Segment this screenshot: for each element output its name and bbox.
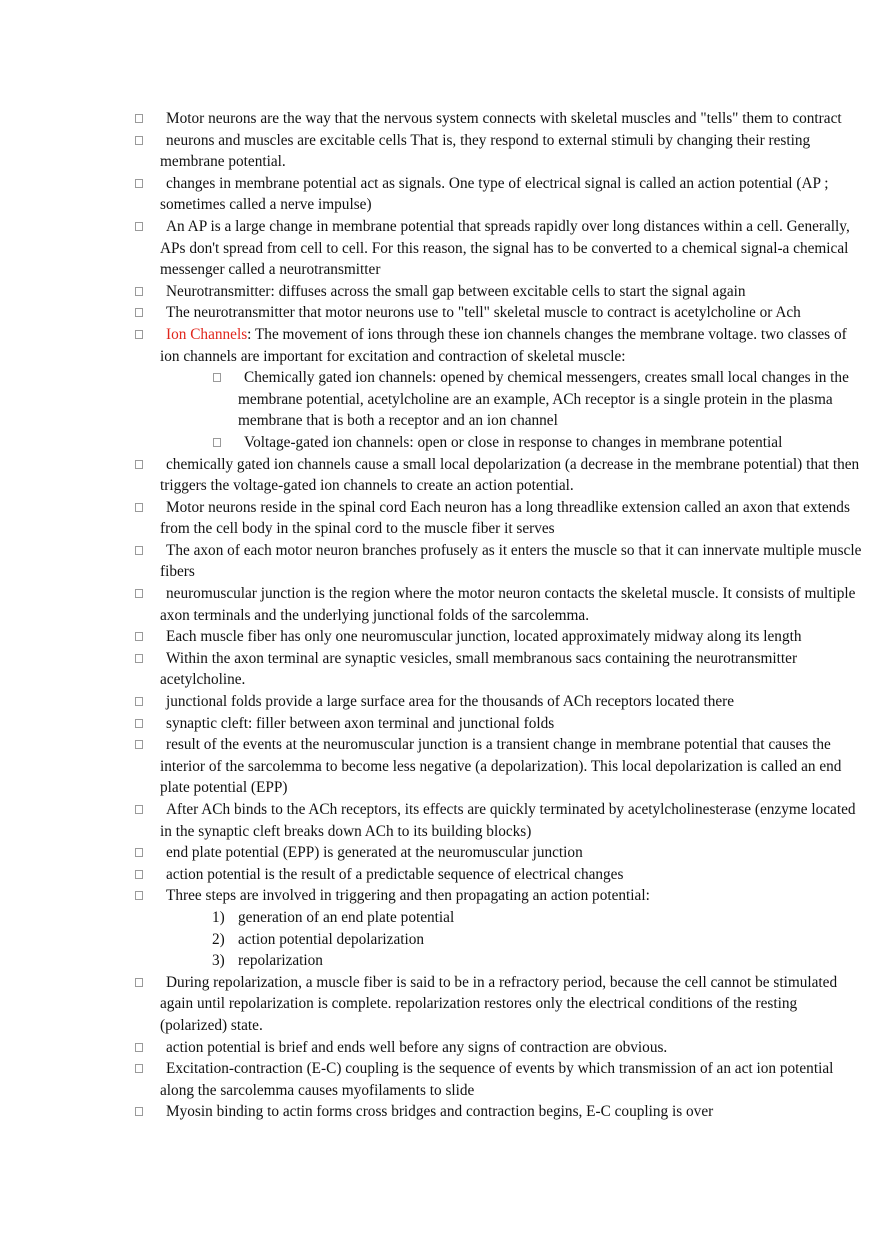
list-item: An AP is a large change in membrane potential that spreads rapidly over long distances within a cell. Generally, APs don't spread from cell to cell. For this reason, the signal has to be converted to a chemical signal-a chemical messenger called a neurotransmitter [135, 216, 865, 281]
sub-list-item: Chemically gated ion channels: opened by chemical messengers, creates small local changes in the membrane potential, acetylcholine are an example, ACh receptor is a single protein in the plasma membrane that is both a receptor and an ion channel [213, 367, 865, 432]
list-item: result of the events at the neuromuscular junction is a transient change in membrane potential that causes the interior of the sarcolemma to become less negative (a depolarization). This local depolarization is called an end plate potential (EPP) [135, 734, 865, 799]
numbered-item: 1) generation of an end plate potential [212, 908, 455, 926]
bullet-icon [135, 1107, 143, 1116]
list-item: Excitation-contraction (E-C) coupling is the sequence of events by which transmission of an act ion potential along the sarcolemma causes myofilaments to slide [135, 1058, 865, 1101]
list-item: Motor neurons reside in the spinal cord Each neuron has a long threadlike extension called an axon that extends from the cell body in the spinal cord to the muscle fiber it serves [135, 497, 865, 540]
list-item: neurons and muscles are excitable cells That is, they respond to external stimuli by changing their resting membrane potential. [135, 130, 865, 173]
bullet-icon [135, 848, 143, 857]
ion-channel-sublist [160, 367, 865, 453]
notes-list [135, 108, 865, 1123]
bullet-icon [135, 589, 143, 598]
list-item: junctional folds provide a large surface area for the thousands of ACh receptors located there [135, 691, 865, 713]
bullet-icon [135, 1043, 143, 1052]
list-item: action potential is brief and ends well before any signs of contraction are obvious. [135, 1037, 865, 1059]
bullet-icon [135, 330, 143, 339]
list-item: action potential is the result of a predictable sequence of electrical changes [135, 864, 865, 886]
list-item: changes in membrane potential act as signals. One type of electrical signal is called an action potential (AP ; sometimes called a nerve impulse) [135, 173, 865, 216]
numbered-item: 3) repolarization [212, 952, 323, 970]
list-item: Within the axon terminal are synaptic vesicles, small membranous sacs containing the neurotransmitter acetylcholine. [135, 648, 865, 691]
list-item: The axon of each motor neuron branches profusely as it enters the muscle so that it can innervate multiple muscle fibers [135, 540, 865, 583]
bullet-icon [135, 978, 143, 987]
list-item: synaptic cleft: filler between axon terminal and junctional folds [135, 713, 865, 735]
bullet-icon [135, 697, 143, 706]
bullet-icon [135, 136, 143, 145]
sub-list-item: Voltage-gated ion channels: open or close in response to changes in membrane potential [213, 432, 865, 454]
list-item-three-steps: Three steps are involved in triggering and then propagating an action potential: 1) generation of an end plate potential 2) action potential depolarization 3) repolarization [135, 885, 865, 971]
list-item: Each muscle fiber has only one neuromuscular junction, located approximately midway along its length [135, 626, 865, 648]
bullet-icon [135, 654, 143, 663]
ion-channels-heading: Ion Channels [166, 325, 248, 343]
bullet-icon [213, 373, 221, 382]
bullet-icon [135, 740, 143, 749]
bullet-icon [135, 1064, 143, 1073]
bullet-icon [135, 114, 143, 123]
list-item-ion-channels: Ion Channels: The movement of ions through these ion channels changes the membrane voltage. two classes of ion channels are important for excitation and contraction of skeletal muscle: Chemically gated ion channels: opened by chemical messengers, creates small local changes in the membrane potential, acetylcholine are an example, ACh receptor is a single protein in the plasma membrane that is both a receptor and an ion channel Voltage-gated ion channels: open or close in response to changes in membrane potential [135, 324, 865, 454]
numbered-item: 2) action potential depolarization [212, 930, 425, 948]
list-item: Motor neurons are the way that the nervous system connects with skeletal muscles and "tells" them to contract [135, 108, 865, 130]
bullet-icon [135, 460, 143, 469]
list-item: The neurotransmitter that motor neurons use to "tell" skeletal muscle to contract is acetylcholine or Ach [135, 302, 865, 324]
list-item: neuromuscular junction is the region where the motor neuron contacts the skeletal muscle. It consists of multiple axon terminals and the underlying junctional folds of the sarcolemma. [135, 583, 865, 626]
steps-numbered-list [160, 907, 865, 972]
bullet-icon [135, 287, 143, 296]
bullet-icon [135, 632, 143, 641]
bullet-icon [135, 222, 143, 231]
bullet-icon [135, 870, 143, 879]
bullet-icon [135, 891, 143, 900]
list-item: chemically gated ion channels cause a small local depolarization (a decrease in the membrane potential) that then triggers the voltage-gated ion channels to create an action potential. [135, 454, 865, 497]
list-item: Neurotransmitter: diffuses across the small gap between excitable cells to start the signal again [135, 281, 865, 303]
bullet-icon [135, 503, 143, 512]
bullet-icon [135, 719, 143, 728]
bullet-icon [135, 308, 143, 317]
list-item: After ACh binds to the ACh receptors, its effects are quickly terminated by acetylcholinesterase (enzyme located in the synaptic cleft breaks down ACh to its building blocks) [135, 799, 865, 842]
bullet-icon [135, 546, 143, 555]
list-item: Myosin binding to actin forms cross bridges and contraction begins, E-C coupling is over [135, 1101, 865, 1123]
list-item: end plate potential (EPP) is generated at the neuromuscular junction [135, 842, 865, 864]
list-item: During repolarization, a muscle fiber is said to be in a refractory period, because the cell cannot be stimulated again until repolarization is complete. repolarization restores only the electrical conditions of the resting (polarized) state. [135, 972, 865, 1037]
bullet-icon [135, 805, 143, 814]
bullet-icon [135, 179, 143, 188]
bullet-icon [213, 438, 221, 447]
